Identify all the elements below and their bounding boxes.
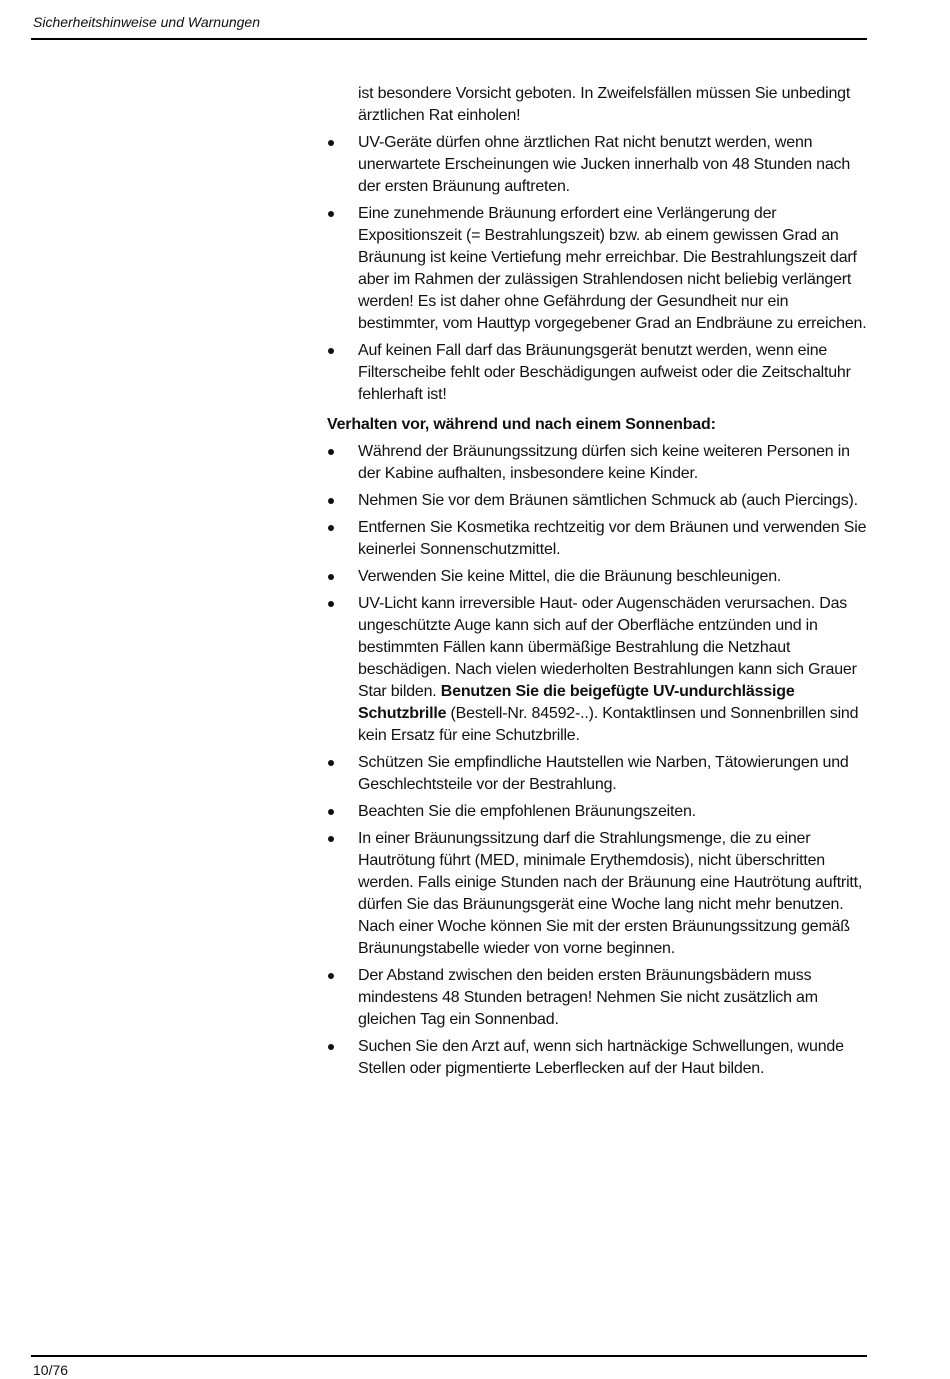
list-item-text: Beachten Sie die empfohlenen Bräunungszeiten. (358, 803, 696, 820)
footer-divider (31, 1355, 867, 1357)
bullet-icon (328, 1044, 334, 1050)
list-item-text: Schützen Sie empfindliche Hautstellen wie Narben, Tätowierungen und Geschlechtsteile vor der Bestrahlung. (358, 754, 849, 793)
list-item-text: In einer Bräunungssitzung darf die Strahlungsmenge, die zu einer Hautrötung führt (MED, minimale Erythemdosis), nicht überschritten werden. Falls einige Stunden nach der Bräunung eine Hautrötung auftritt, dürfen Sie das Bräunungsgerät eine Woche lang nicht mehr benutzen. Nach einer Woche können Sie mit der ersten Bräunungssitzung gemäß Bräunungstabelle wieder von vorne beginnen. (358, 830, 863, 957)
list-item-text: Während der Bräunungssitzung dürfen sich keine weiteren Personen in der Kabine aufhalten, insbesondere keine Kinder. (358, 443, 850, 482)
bullet-icon (328, 348, 334, 354)
list-item (327, 752, 867, 796)
bullet-icon (328, 498, 334, 504)
list-item-text: Auf keinen Fall darf das Bräunungsgerät benutzt werden, wenn eine Filterscheibe fehlt oder Beschädigungen aufweist oder die Zeitschaltuhr fehlerhaft ist! (358, 342, 851, 403)
bullet-icon (328, 140, 334, 146)
list-item-text: Nehmen Sie vor dem Bräunen sämtlichen Schmuck ab (auch Piercings). (358, 492, 858, 509)
list-item (327, 340, 867, 406)
uv-warning-text: UV-Licht kann irreversible Haut- oder Augenschäden verursachen. Das ungeschützte Auge kann sich auf der Oberfläche entzünden und in bestimmten Fällen kann übermäßige Bestrahlung die Netzhaut beschädigen. Nach vielen wiederholten Bestrahlungen kann sich Grauer Star bilden. (358, 595, 857, 700)
bullet-icon (328, 449, 334, 455)
warning-list-1 (327, 132, 867, 406)
list-item (327, 1036, 867, 1080)
bullet-icon (328, 525, 334, 531)
bullet-icon (328, 601, 334, 607)
list-item (327, 828, 867, 960)
list-item (327, 132, 867, 198)
warning-list-2 (327, 441, 867, 1080)
intro-continuation-text: ist besondere Vorsicht geboten. In Zweifelsfällen müssen Sie unbedingt ärztlichen Rat einholen! (358, 85, 851, 124)
page-content (327, 83, 867, 1085)
list-item (327, 566, 867, 588)
list-item (327, 801, 867, 823)
list-item-text: Suchen Sie den Arzt auf, wenn sich hartnäckige Schwellungen, wunde Stellen oder pigmentierte Leberflecken auf der Haut bilden. (358, 1038, 844, 1077)
list-item-text: Entfernen Sie Kosmetika rechtzeitig vor dem Bräunen und verwenden Sie keinerlei Sonnenschutzmittel. (358, 519, 867, 558)
list-item-text: Der Abstand zwischen den beiden ersten Bräunungsbädern muss mindestens 48 Stunden betragen! Nehmen Sie nicht zusätzlich am gleichen Tag ein Sonnenbad. (358, 967, 818, 1028)
bullet-icon (328, 973, 334, 979)
page-number: 10/76 (33, 1362, 69, 1378)
list-item-text: Verwenden Sie keine Mittel, die die Bräunung beschleunigen. (358, 568, 782, 585)
section-heading: Verhalten vor, während und nach einem Sonnenbad: (327, 416, 716, 433)
bullet-icon (328, 760, 334, 766)
list-item (327, 517, 867, 561)
list-item-text: Eine zunehmende Bräunung erfordert eine Verlängerung der Expositionszeit (= Bestrahlungszeit) bzw. ab einem gewissen Grad an Bräunung ist keine Vertiefung mehr erreichbar. Die Bestrahlungszeit darf aber im Rahmen der zulässigen Strahlendosen nicht beliebig verlängert werden! Es ist daher ohne Gefährdung der Gesundheit nur ein bestimmter, vom Hauttyp vorgegebener Grad an Endbräune zu erreichen. (358, 205, 867, 332)
bullet-icon (328, 211, 334, 217)
header-divider (31, 38, 867, 40)
bullet-icon (328, 574, 334, 580)
bullet-icon (328, 836, 334, 842)
uv-warning-bold-text: Benutzen Sie die beigefügte UV-undurchlässige Schutzbrille (358, 683, 795, 722)
bullet-icon (328, 809, 334, 815)
list-item (327, 490, 867, 512)
uv-warning-order-text: (Bestell-Nr. 84592-..). Kontaktlinsen und Sonnenbrillen sind kein Ersatz für eine Schutzbrille. (358, 705, 859, 744)
list-item-text: UV-Geräte dürfen ohne ärztlichen Rat nicht benutzt werden, wenn unerwartete Erscheinungen wie Jucken innerhalb von 48 Stunden nach der ersten Bräunung auftreten. (358, 134, 851, 195)
page-header-title: Sicherheitshinweise und Warnungen (33, 14, 260, 30)
list-item (327, 965, 867, 1031)
list-item (327, 203, 867, 335)
list-item (327, 441, 867, 485)
list-item-uv-warning (327, 593, 867, 747)
